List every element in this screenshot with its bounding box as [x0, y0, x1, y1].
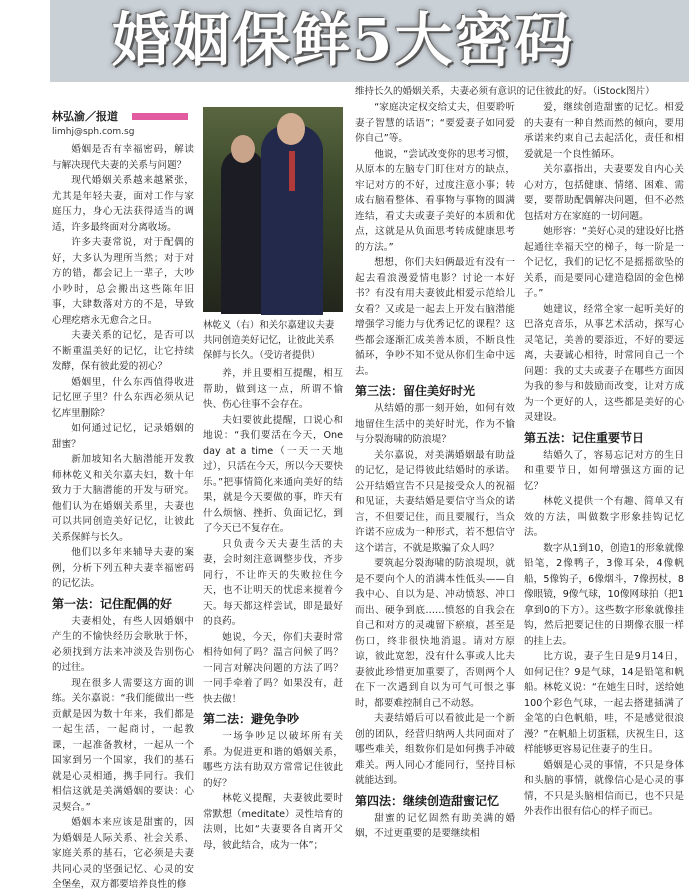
section-heading: 第一法：记住配偶的好: [52, 596, 173, 611]
paragraph: 许多夫妻常说，对于配偶的好，大多认为理所当然；对于对方的错，都会记上一辈子，大吵小吵时，总会搬出这些陈年旧事，大肆数落对方的不是，导致心理疙瘩永无愈合之日。: [52, 237, 194, 326]
woman-head: [231, 135, 255, 163]
paragraph: 现在很多人需要这方面的训练。关尔嘉说：“我们能做出一些贡献是因为数十年来，我们都是一起生活，一起商讨，一起教课，一起准备教材，一起从一个国家到另一个国家，我们的基石就是心灵相通，携手同行。我们相信这就是美满婚姻的要诀：心灵契合。”: [52, 677, 194, 813]
paragraph: 夫妇要彼此提醒，口说心和地说：“我们要活在今天，One day at a time（一天一天地过），只活在今天，所以今天要快乐。”把事情简化来通向美好的结果，就是今天要做的事，昨天有什么烦恼、挫折、负面记忆，到了今天已不复存在。: [203, 414, 343, 534]
paragraph: 关尔嘉指出，夫妻要发自内心关心对方，包括健康、情绪、困难、需要，要帮助配偶解决问题，但不必然包括对方在家庭的一切问题。: [524, 164, 684, 222]
paragraph: 结婚久了，容易忘记对方的生日和重要节日，如何增强这方面的记忆？: [524, 449, 684, 492]
paragraph: 想想，你们夫妇俩最近有没有一起去看浪漫爱情电影？讨论一本好书？有没有用夫妻彼此相爱示范给儿女看？又或是一起去上开发右脑潜能增强学习能力与优秀记忆的课程？这些都会逐渐汇成美善本质，不断良性循环，争吵不知不觉从你们生命中远去。: [355, 257, 515, 377]
banner-caption: 维持长久的婚姻关系，夫妻必须有意识的记住彼此的好。（iStock图片）: [355, 86, 655, 97]
paragraph: 林乾义提供一个有趣、简单又有效的方法，叫做数字形象挂钩记忆法。: [524, 496, 684, 538]
byline-email[interactable]: limhj@sph.com.sg: [52, 127, 135, 137]
paragraph: 要筑起分裂海啸的防浪堤坝，就是不要向个人的消满本性低头——自我中心、自以为是、冲动愤怒、冲口而出、硬争到底……愤怒的自我会在自己和对方的灵魂留下瘀痕，甚至是伤口，终非很快地消退。请对方原谅，彼此宽恕，没有什么事或人比夫妻彼此珍惜更加重要了，否则两个人在下一次遇到自以为可气可恨之事时，都要难控制自己不动怒。: [355, 558, 515, 709]
paragraph: “家庭决定权交给丈夫，但要聆听妻子智慧的话语”；“要爱妻子如同爱你自己”等。: [355, 102, 515, 144]
paragraph: 一场争吵足以破坏所有关系。为促进更和谐的婚姻关系，哪些方法有助双方常常记住彼此的好？: [203, 731, 343, 789]
couple-photo: [203, 107, 343, 312]
byline-author: 林弘渝／报道: [52, 110, 118, 123]
highlight-bar: [132, 113, 188, 120]
paragraph: 养，并且要相互提醒，相互帮助，做到这一点，所谓不愉快、伤心往事不会存在。: [203, 368, 343, 410]
paragraph: 她形容：“美好心灵的建设好比搭起通往幸福天空的梯子，每一阶是一个记忆，我们的记忆不是摇摇欲坠的关系，而是要同心建造稳固的金色梯子。”: [524, 226, 684, 299]
paragraph: 婚姻本来应该是甜蜜的，因为婚姻是人际关系、社会关系、家庭关系的基石，它必须是夫妻共同心灵的坚强记忆、心灵的安全堡垒，双方都要培养良性的修: [52, 817, 194, 890]
paragraph: 夫妻结婚后可以看彼此是一个新创的团队，经营归纳两人共同面对了哪些难关，组数你们是如何携手冲破难关。两人同心才能同行，坚持目标就能达到。: [355, 713, 515, 786]
paragraph: 关尔嘉说，对美满婚姻最有助益的记忆，是记得彼此结婚时的承诺。公开结婚宣告不只是接受众人的祝福和见证，夫妻结婚是要信守当众的诺言，不但要记住，而且要履行，当众许诺不应成为一种形式，若不想信守这个诺言，不就是欺骗了众人吗？: [355, 449, 515, 554]
article-column-1: [52, 142, 194, 890]
section-heading: 第四法：继续创造甜蜜记忆: [355, 793, 500, 808]
paragraph: 比方说，妻子生日是9月14日，如何记住？9是气球，14是铅笔和帆船。林乾义说：“在她生日时，送给她100个彩色气球，一起去搭建插满了金笔的白色帆船，哇，不是感觉很浪漫？”在帆船上切蛋糕，庆祝生日，这样能够更容易记住妻子的生日。: [524, 651, 684, 755]
article-column-2: [203, 366, 343, 851]
paragraph: 他们以多年来辅导夫妻的案例，分析下列五种夫妻幸福密码的记忆法。: [52, 547, 194, 589]
section-heading: 第三法：留住美好时光: [355, 384, 476, 398]
article-column-3: [355, 100, 515, 839]
paragraph: 她说，今天，你们夫妻时常相待如何了吗？温言问候了吗？一同言对解决问题的方法了吗？一同手牵着了吗？如果没有，赶快去做！: [203, 631, 343, 705]
paragraph: 只负责今天夫妻生活的夫妻，会时刻注意调整步伐，齐步同行，不让昨天的失败拉住今天，也不让明天的忧虑来搅着今天。每天都这样尝试，即是最好的良药。: [203, 538, 343, 627]
paragraph: 林乾义提醒，夫妻彼此要时常默想（meditate）灵性培育的法则，比如“夫妻要各自离开父母，彼此结合，成为一体”；: [203, 793, 343, 851]
paragraph: 如何通过记忆，记录婚姻的甜蜜？: [52, 423, 194, 450]
paragraph: 他说，“尝试改变你的思考习惯，从原本的左脑专门盯住对方的缺点，牢记对方的不好，过度注意小事；转成右脑看整体、看事物与事物的圆满连结，看丈夫或妻子美好的本质和优点，这就是从负面思考转成健康思考的方法。”: [355, 148, 515, 253]
paragraph: 婚姻是心灵的事情，不只是身体和头脑的事情，就像信心是心灵的事情，不只是头脑相信而已，也不只是外表作出很有信心的样子而已。: [524, 759, 684, 817]
woman-figure: [221, 149, 265, 314]
section-heading: 第二法：避免争吵: [203, 712, 300, 726]
headline-title: 婚姻保鲜5大密码: [112, 6, 575, 74]
paragraph: 婚姻是否有幸福密码，解读与解决现代夫妻的关系与问题？: [52, 144, 194, 171]
paragraph: 婚姻里，什么东西值得收进记忆匣子里？什么东西必须从记忆库里删除？: [52, 376, 194, 419]
article-column-4: [524, 100, 684, 816]
headline-banner: [50, 0, 689, 82]
photo-caption: 林乾义（右）和关尔嘉建议夫妻共同创造美好记忆，让彼此关系保鲜与长久。（受访者提供）: [203, 320, 335, 361]
paragraph: 甜蜜的记忆固然有助美满的婚姻，不过更重要的是要继续相: [355, 812, 515, 839]
tie: [289, 151, 295, 191]
paragraph: 现代婚姻关系越来越紧张，尤其是年轻夫妻，面对工作与家庭压力，身心无法获得适当的调适，许多最终面对分离收场。: [52, 175, 194, 233]
paragraph: 夫妻相处，有些人因婚姻中产生的不愉快经历会耿耿于怀，必须找到方法来冲淡及告别伤心的过往。: [52, 615, 194, 673]
paragraph: 夫妻关系的记忆，是否可以不断重温美好的记忆，让它持续发酵，保有彼此爱的初心？: [52, 330, 194, 372]
paragraph: 她建议，经常全家一起听美好的巴洛克音乐，从事艺术活动，探写心灵笔记，美善的要添近，不好的要远离，夫妻诚心相待，时常同自己一个问题：我的丈夫或妻子在哪些方面因为我的参与和鼓励而改变，让对方成为一个更好的人，这些都是美好的心灵建设。: [524, 303, 684, 423]
paragraph: 新加坡知名大脑潜能开发教师林乾义和关尔嘉夫妇，数十年致力于大脑潜能的开发与研究。他们认为在婚姻关系里，夫妻也可以共同创造美好记忆，让彼此关系保鲜与长久。: [52, 454, 194, 543]
section-heading: 第五法：记住重要节日: [524, 430, 645, 445]
man-head: [277, 113, 305, 145]
paragraph: 数字从1到10，创造1的形象就像铅笔，2像鸭子，3像耳朵，4像帆船，5像钩子，6像烟斗，7像拐杖，8像眼镜，9像气球，10像网球拍（把1拿到0的下方）。这些数字形象就像挂钩，然后把要记住的日期像衣服一样的挂上去。: [524, 542, 684, 647]
paragraph: 从结婚的那一刻开始，如何有效地留住生活中的美好时光，作为不愉与分裂海啸的防浪堤？: [355, 403, 515, 445]
paragraph: 爱，继续创造甜蜜的记忆。相爱的夫妻有一种自然而然的倾向，要用承诺来约束自己去起活化，责任和相爱就是一个良性循环。: [524, 102, 684, 160]
